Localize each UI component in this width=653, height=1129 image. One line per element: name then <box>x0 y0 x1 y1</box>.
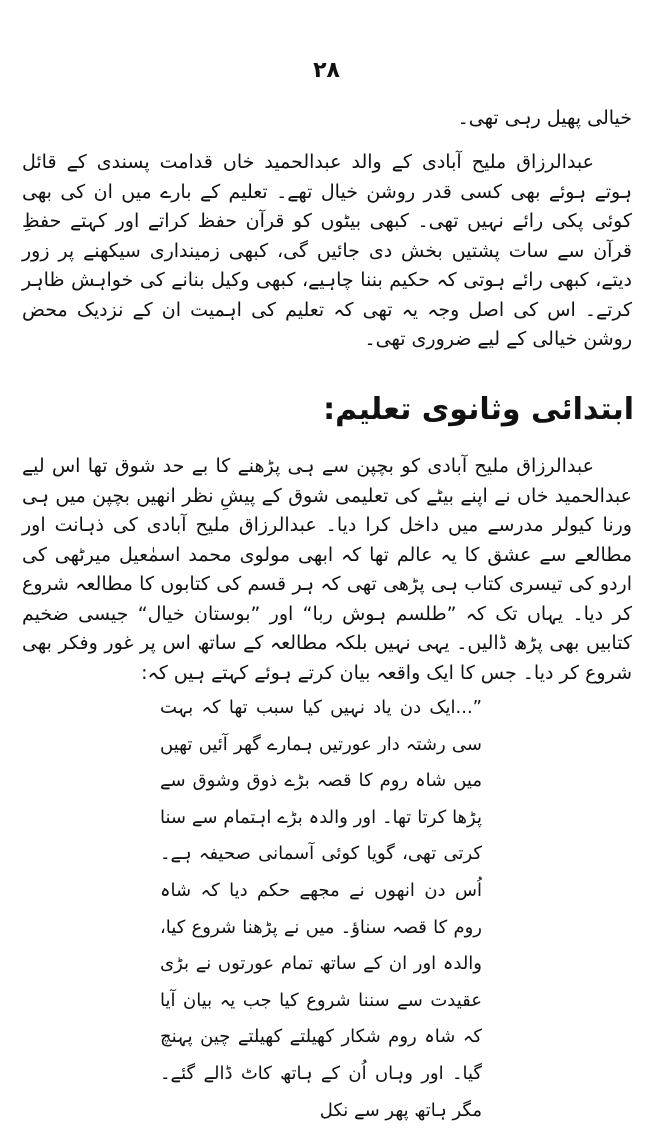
paragraph-continuation <box>22 104 632 134</box>
paragraph-text: عبدالرزاق ملیح آبادی کے والد عبدالحمید خاں قدامت پسندی کے قائل ہوتے ہوئے بھی کسی قدر روشن خیال تھے۔ تعلیم کے بارے میں ان کی بھی کوئی پکی رائے نہیں تھی۔ کبھی بیٹوں کو قرآن حفظ کراتے اور کہتے حفظِ قرآن سے سات پشتیں بخش دی جائیں گی، کبھی زمینداری سیکھنے پر زور دیتے، کبھی رائے ہوتی کہ حکیم بننا چاہیے، کبھی وکیل بنانے کی خواہش ظاہر کرتے۔ اس کی اصل وجہ یہ تھی کہ تعلیم کی اہمیت ان کے نزدیک محض روشن خیالی کے لیے ضروری تھی۔ <box>22 151 632 350</box>
paragraph-text: عبدالرزاق ملیح آبادی کو بچپن سے ہی پڑھنے کا بے حد شوق تھا اس لیے عبدالحمید خاں نے اپنے بیٹے کی تعلیمی شوق کے پیشِ نظر انھیں بچپن میں ہی ورنا کیولر مدرسے میں داخل کرا دیا۔ عبدالرزاق ملیح آبادی کی ذہانت اور مطالعے سے عشق کا یہ عالم تھا کہ ابھی مولوی محمد اسمٰعیل میرٹھی کی اردو کی تیسری کتاب ہی پڑھی تھی کہ ہر قسم کی کتابوں کا مطالعہ شروع کر دیا۔ یہاں تک کہ ”طلسم ہوش ربا“ اور ”بوستان خیال“ جیسی ضخیم کتابیں بھی پڑھ ڈالیں۔ یہی نہیں بلکہ مطالعہ کے ساتھ اس پر غور وفکر بھی شروع کر دیا۔ جس کا ایک واقعہ بیان کرتے ہوئے کہتے ہیں کہ: <box>22 455 632 684</box>
section-heading: ابتدائی وثانوی تعلیم: <box>323 392 634 427</box>
block-quote: ”...ایک دن یاد نہیں کیا سبب تھا کہ بہت سی رشتہ دار عورتیں ہمارے گھر آئیں تھیں میں شاہ روم کا قصہ بڑے ذوق وشوق سے پڑھا کرتا تھا۔ اور والدہ بڑے اہتمام سے سنا کرتی تھی، گویا کوئی آسمانی صحیفہ ہے۔ اُس دن انھوں نے مجھے حکم دیا کہ شاہ روم کا قصہ سناؤ۔ میں نے پڑھنا شروع کیا، والدہ اور ان کے ساتھ تمام عورتوں نے بڑی عقیدت سے سننا شروع کیا جب یہ بیان آیا کہ شاہ روم شکار کھیلتے کھیلتے چین پہنچ گیا۔ اور وہاں اُن کے ہاتھ کاٹ ڈالے گئے۔ مگر ہاتھ پھر سے نکل <box>160 697 482 1121</box>
paragraph-text: خیالی پھیل رہی تھی۔ <box>457 107 632 129</box>
paragraph-father <box>22 148 632 355</box>
page-number: ۲۸ <box>313 58 340 83</box>
paragraph-education <box>22 452 632 688</box>
